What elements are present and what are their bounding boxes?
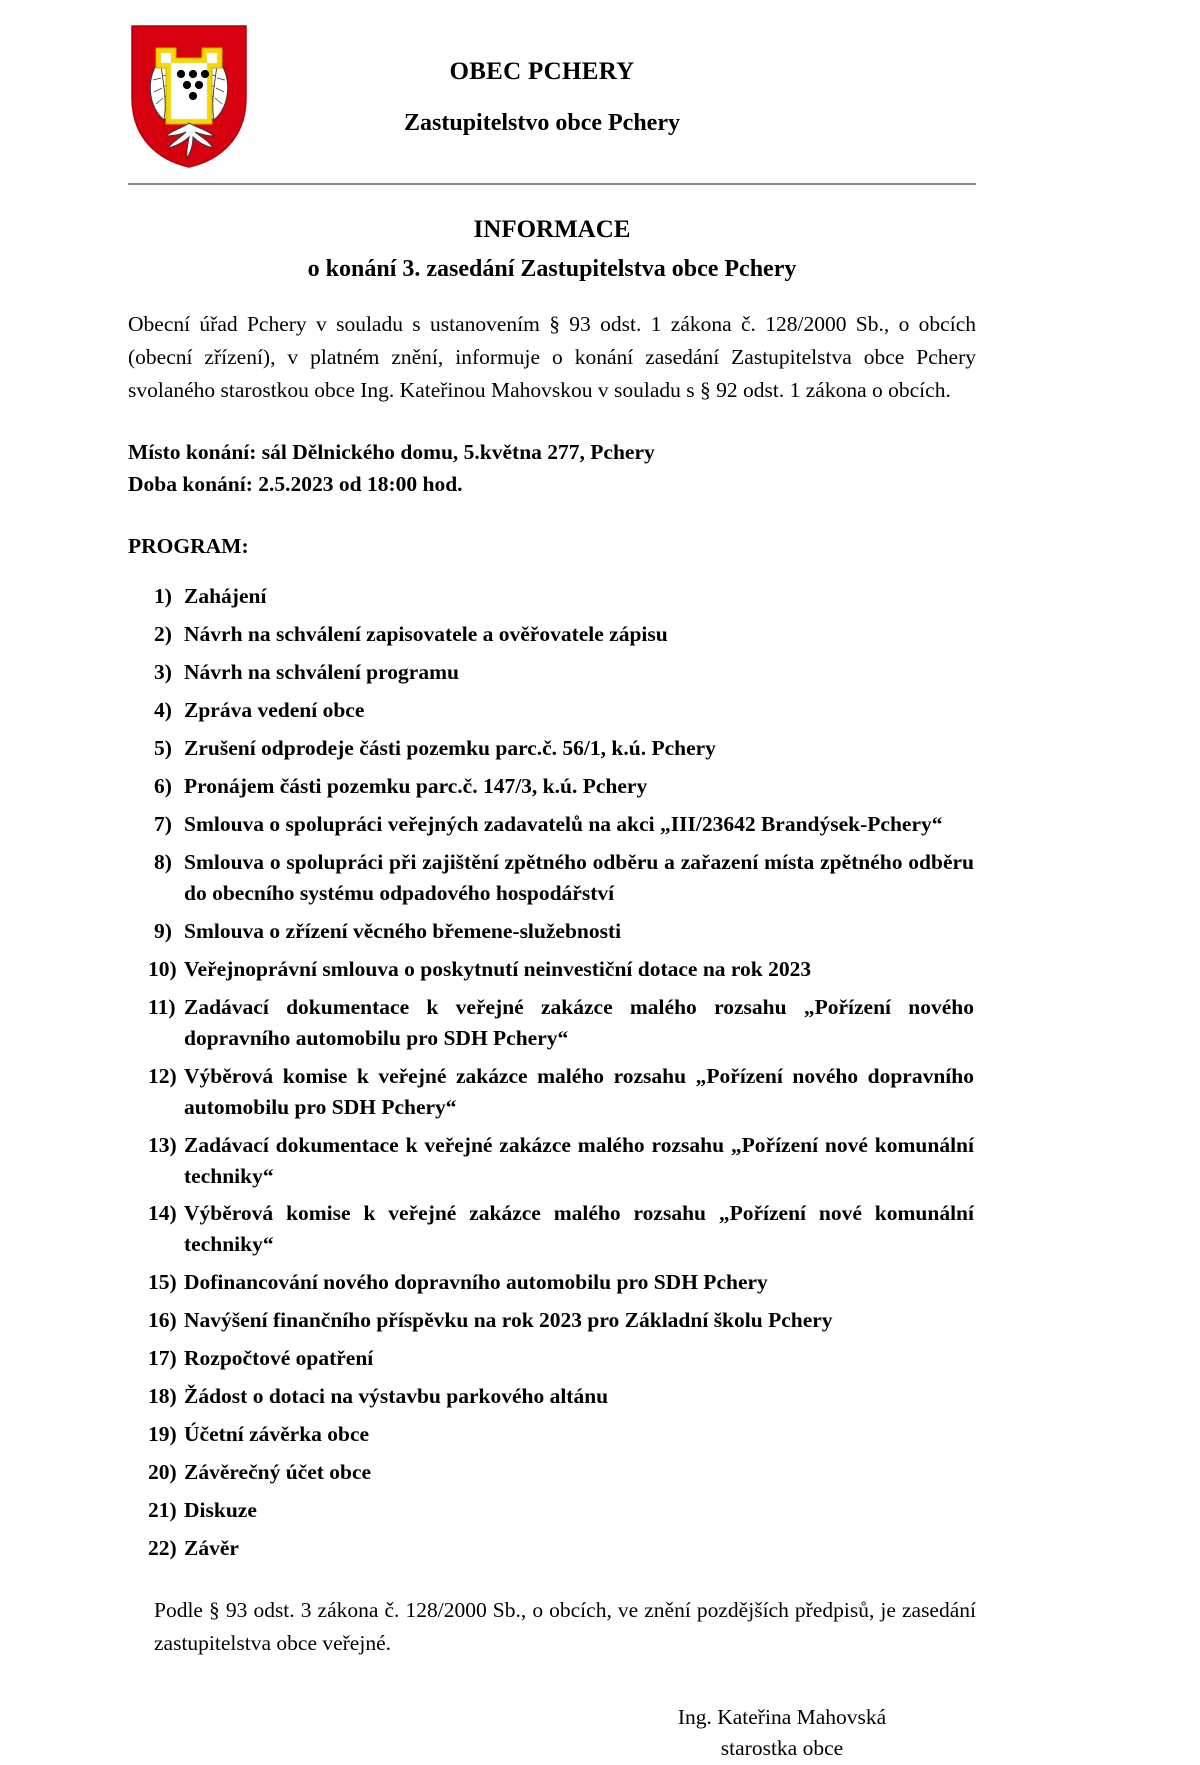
program-item-label: Zadávací dokumentace k veřejné zakázce malého rozsahu „Pořízení nové komunální techniky“ (184, 1132, 974, 1188)
coat-of-arms-icon (128, 22, 250, 170)
program-item-label: Rozpočtové opatření (184, 1346, 374, 1371)
header-divider (128, 183, 976, 185)
program-item (128, 847, 976, 909)
program-item-number: 15) (148, 1270, 177, 1295)
program-item-label: Účetní závěrka obce (184, 1422, 370, 1447)
program-item-number: 2) (154, 622, 172, 647)
page-subtitle: o konání 3. zasedání Zastupitelstva obce Pchery (307, 255, 797, 282)
document-content (128, 0, 976, 1765)
program-item-number: 3) (154, 660, 172, 685)
program-item-label: Návrh na schválení programu (184, 660, 459, 685)
program-item-number: 9) (154, 918, 172, 943)
program-item (128, 1381, 976, 1412)
program-item-number: 7) (154, 812, 172, 836)
program-item (128, 1130, 976, 1192)
program-item-label: Smlouva o spolupráci při zajištění zpětného odběru a zařazení místa zpětného odběru do obecního systému odpadového hospodářství (184, 849, 974, 905)
program-item (128, 1305, 976, 1336)
signature-block (128, 1702, 976, 1764)
program-item (128, 695, 976, 726)
program-item-label: Zadávací dokumentace k veřejné zakázce malého rozsahu „Pořízení nového dopravního automobilu pro SDH Pchery“ (184, 994, 974, 1050)
program-item (128, 916, 976, 947)
program-item-number: 20) (148, 1460, 177, 1485)
program-item-label: Smlouva o spolupráci veřejných zadavatelů na akci „III/23642 Brandýsek-Pchery“ (184, 812, 943, 836)
program-item-label: Diskuze (184, 1498, 257, 1523)
program-item-number: 16) (148, 1308, 177, 1333)
program-item (128, 1495, 976, 1526)
signatory-name: Ing. Kateřina Mahovská (677, 1705, 887, 1730)
intro-paragraph: Obecní úřad Pchery v souladu s ustanovením § 93 odst. 1 zákona č. 128/2000 Sb., o obcích (obecní zřízení), v platném znění, informuje o konání zasedání Zastupitelstva obce Pchery svolaného starostkou obce Ing. Kateřinou Mahovskou v souladu s § 92 odst. 1 zákona o obcích. (128, 311, 976, 402)
program-item-number: 1) (154, 584, 172, 609)
program-item-label: Smlouva o zřízení věcného břemene-služebnosti (184, 918, 622, 943)
program-item (128, 581, 976, 612)
time-line: Doba konání: 2.5.2023 od 18:00 hod. (128, 471, 463, 496)
program-item-label: Výběrová komise k veřejné zakázce malého rozsahu „Pořízení nového dopravního automobilu pro SDH Pchery“ (184, 1063, 974, 1119)
program-item-label: Žádost o dotaci na výstavbu parkového altánu (184, 1384, 609, 1409)
program-item-number: 14) (148, 1201, 177, 1226)
organization-name: OBEC PCHERY (449, 58, 635, 85)
program-item-label: Zrušení odprodeje části pozemku parc.č. 56/1, k.ú. Pchery (184, 736, 716, 761)
program-item-number: 17) (148, 1346, 177, 1371)
meeting-details (128, 437, 976, 500)
program-item-label: Návrh na schválení zapisovatele a ověřovatele zápisu (184, 622, 668, 647)
program-item-label: Veřejnoprávní smlouva o poskytnutí neinvestiční dotace na rok 2023 (184, 956, 812, 981)
program-item-number: 19) (148, 1422, 177, 1447)
program-item (128, 619, 976, 650)
program-item-label: Zahájení (184, 584, 267, 609)
venue-line: Místo konání: sál Dělnického domu, 5.května 277, Pchery (128, 440, 655, 465)
program-item (128, 992, 976, 1054)
program-item (128, 1198, 976, 1260)
document-header (128, 0, 976, 170)
program-item (128, 1061, 976, 1123)
program-item (128, 1419, 976, 1450)
program-item-number: 6) (154, 774, 172, 799)
program-item (128, 1267, 976, 1298)
program-item-number: 22) (148, 1536, 177, 1561)
signatory-role: starostka obce (720, 1736, 844, 1761)
program-item-number: 13) (148, 1132, 177, 1157)
program-item (128, 1343, 976, 1374)
program-item (128, 1457, 976, 1488)
program-item (128, 954, 976, 985)
program-item-label: Zpráva vedení obce (184, 698, 365, 723)
program-item-label: Pronájem části pozemku parc.č. 147/3, k.ú. Pchery (184, 774, 648, 799)
page-title: INFORMACE (473, 216, 631, 243)
council-name: Zastupitelstvo obce Pchery (404, 110, 680, 137)
program-item (128, 809, 976, 840)
program-item-number: 12) (148, 1063, 177, 1088)
program-item-label: Navýšení finančního příspěvku na rok 2023 pro Základní školu Pchery (184, 1308, 833, 1333)
program-item (128, 657, 976, 688)
program-item-number: 11) (148, 994, 176, 1019)
crest-container (128, 22, 258, 170)
program-item-label: Závěrečný účet obce (184, 1460, 372, 1485)
program-item-number: 5) (154, 736, 172, 761)
header-titles (258, 22, 976, 138)
program-item-number: 10) (148, 956, 177, 981)
program-item-label: Výběrová komise k veřejné zakázce malého rozsahu „Pořízení nové komunální techniky“ (184, 1201, 974, 1257)
program-item-label: Závěr (184, 1536, 239, 1561)
program-item (128, 1533, 976, 1564)
program-item-number: 18) (148, 1384, 177, 1409)
program-item (128, 733, 976, 764)
program-item-number: 8) (154, 849, 172, 874)
program-item-label: Dofinancování nového dopravního automobilu pro SDH Pchery (184, 1270, 768, 1295)
program-heading: PROGRAM: (128, 534, 249, 559)
program-item-number: 21) (148, 1498, 177, 1523)
program-item (128, 771, 976, 802)
program-item-number: 4) (154, 698, 172, 723)
program-list (128, 581, 976, 1564)
closing-paragraph: Podle § 93 odst. 3 zákona č. 128/2000 Sb., o obcích, ve znění pozdějších předpisů, je zasedání zastupitelstva obce veřejné. (154, 1598, 976, 1656)
